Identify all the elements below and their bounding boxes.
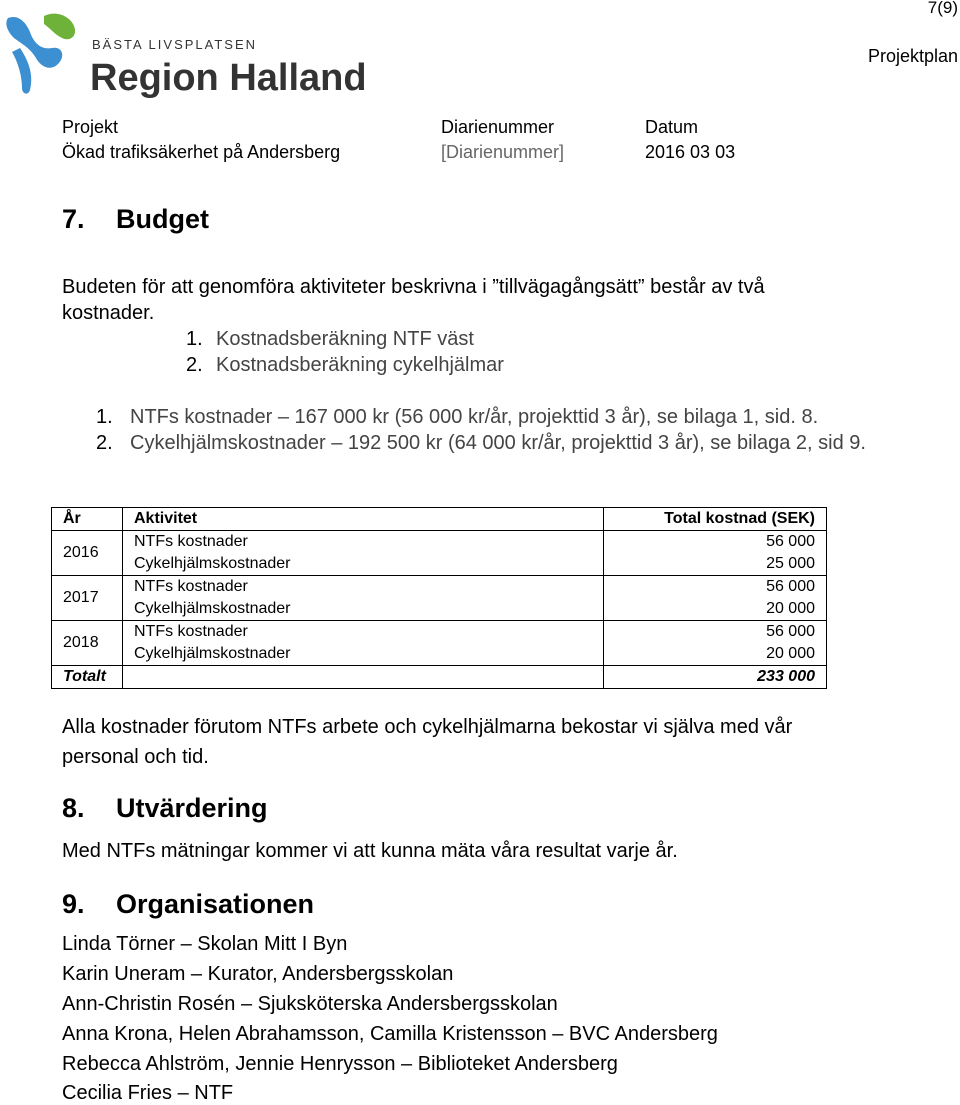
- logo-mark-blue-tail: [12, 48, 31, 94]
- list-item: [186, 326, 474, 352]
- organisation-member: Linda Törner – Skolan Mitt I Byn: [62, 933, 348, 955]
- budget-table: [51, 507, 827, 689]
- activity-cell: [123, 531, 604, 576]
- budget-heading: [62, 204, 209, 235]
- budget-intro: [62, 274, 942, 326]
- total-value: 233 000: [604, 666, 827, 689]
- organisation-member: Anna Krona, Helen Abrahamsson, Camilla Kristensson – BVC Andersberg: [62, 1023, 718, 1045]
- logo-tagline: BÄSTA LIVSPLATSEN: [92, 37, 258, 52]
- evaluation-heading-title: Utvärdering: [116, 793, 268, 823]
- cost-line: 25 000: [766, 555, 815, 572]
- cost-cell: [604, 621, 827, 666]
- organisation-heading-title: Organisationen: [116, 889, 315, 919]
- header-year: År: [52, 508, 123, 531]
- year-cell: 2016: [52, 531, 123, 576]
- date-value: 2016 03 03: [645, 142, 736, 162]
- total-empty-cell: [123, 666, 604, 689]
- activity-cell: [123, 576, 604, 621]
- organisation-heading-number: 9.: [62, 889, 85, 919]
- budget-heading-title: Budget: [116, 204, 209, 234]
- page-number: 7(9): [927, 0, 958, 17]
- activity-line: Cykelhjälmskostnader: [134, 600, 291, 617]
- logo-name: Region Halland: [90, 57, 367, 99]
- organisation-member: Cecilia Fries – NTF: [62, 1082, 234, 1104]
- total-label: Totalt: [52, 666, 123, 689]
- table-row: [52, 621, 827, 666]
- document-type: Projektplan: [867, 46, 958, 66]
- cost-line: 20 000: [766, 600, 815, 617]
- evaluation-heading: [62, 793, 268, 824]
- cost-cell: [604, 531, 827, 576]
- list-item-number: 1.: [186, 328, 203, 350]
- cost-line: 20 000: [766, 645, 815, 662]
- budget-note-line: Alla kostnader förutom NTFs arbete och cykelhjälmarna bekostar vi själva med vår: [62, 716, 793, 738]
- activity-line: NTFs kostnader: [134, 623, 248, 640]
- table-row: [52, 576, 827, 621]
- budget-note: [62, 712, 942, 772]
- cost-line: 56 000: [766, 578, 815, 595]
- table-header-row: [52, 508, 827, 531]
- registry-label: Diarienummer: [441, 117, 555, 137]
- organisation-member: Rebecca Ahlström, Jennie Henrysson – Biblioteket Andersberg: [62, 1053, 618, 1075]
- total-row: [52, 666, 827, 689]
- activity-line: Cykelhjälmskostnader: [134, 645, 291, 662]
- budget-heading-number: 7.: [62, 204, 85, 234]
- budget-note-line: personal och tid.: [62, 746, 209, 768]
- logo-mark-green: [44, 14, 75, 40]
- list-item-number: 1.: [96, 406, 113, 428]
- date-label: Datum: [645, 117, 699, 137]
- header-cost: Total kostnad (SEK): [604, 508, 827, 531]
- evaluation-heading-number: 8.: [62, 793, 85, 823]
- activity-line: NTFs kostnader: [134, 578, 248, 595]
- activity-line: NTFs kostnader: [134, 533, 248, 550]
- project-label: Projekt: [62, 117, 119, 137]
- evaluation-text: Med NTFs mätningar kommer vi att kunna mäta våra resultat varje år.: [62, 840, 678, 862]
- project-value: Ökad trafiksäkerhet på Andersberg: [62, 142, 341, 162]
- cost-line: 56 000: [766, 533, 815, 550]
- list-item-number: 2.: [186, 354, 203, 376]
- list-item-text: Kostnadsberäkning cykelhjälmar: [216, 354, 504, 376]
- header-activity: Aktivitet: [123, 508, 604, 531]
- organisation-member: Ann-Christin Rosén – Sjuksköterska Andersbergsskolan: [62, 993, 558, 1015]
- year-cell: 2017: [52, 576, 123, 621]
- list-item-text: Kostnadsberäkning NTF väst: [216, 328, 474, 350]
- list-item-number: 2.: [96, 432, 113, 454]
- registry-value: [Diarienummer]: [441, 142, 565, 162]
- list-item: [186, 352, 504, 378]
- region-halland-logo: [0, 4, 370, 100]
- table-row: [52, 531, 827, 576]
- cost-line: 56 000: [766, 623, 815, 640]
- list-item: [96, 404, 916, 430]
- organisation-member: Karin Uneram – Kurator, Andersbergsskolan: [62, 963, 454, 985]
- year-cell: 2018: [52, 621, 123, 666]
- cost-cell: [604, 576, 827, 621]
- list-item: [96, 430, 916, 456]
- activity-cell: [123, 621, 604, 666]
- budget-intro-line: Budeten för att genomföra aktiviteter beskrivna i ”tillvägagångsätt” består av två: [62, 276, 765, 298]
- list-item-text: NTFs kostnader – 167 000 kr (56 000 kr/år, projekttid 3 år), se bilaga 1, sid. 8.: [130, 406, 819, 428]
- list-item-text: Cykelhjälmskostnader – 192 500 kr (64 000 kr/år, projekttid 3 år), se bilaga 2, sid 9.: [130, 432, 866, 454]
- organisation-heading: [62, 889, 314, 920]
- budget-intro-line: kostnader.: [62, 302, 155, 324]
- activity-line: Cykelhjälmskostnader: [134, 555, 291, 572]
